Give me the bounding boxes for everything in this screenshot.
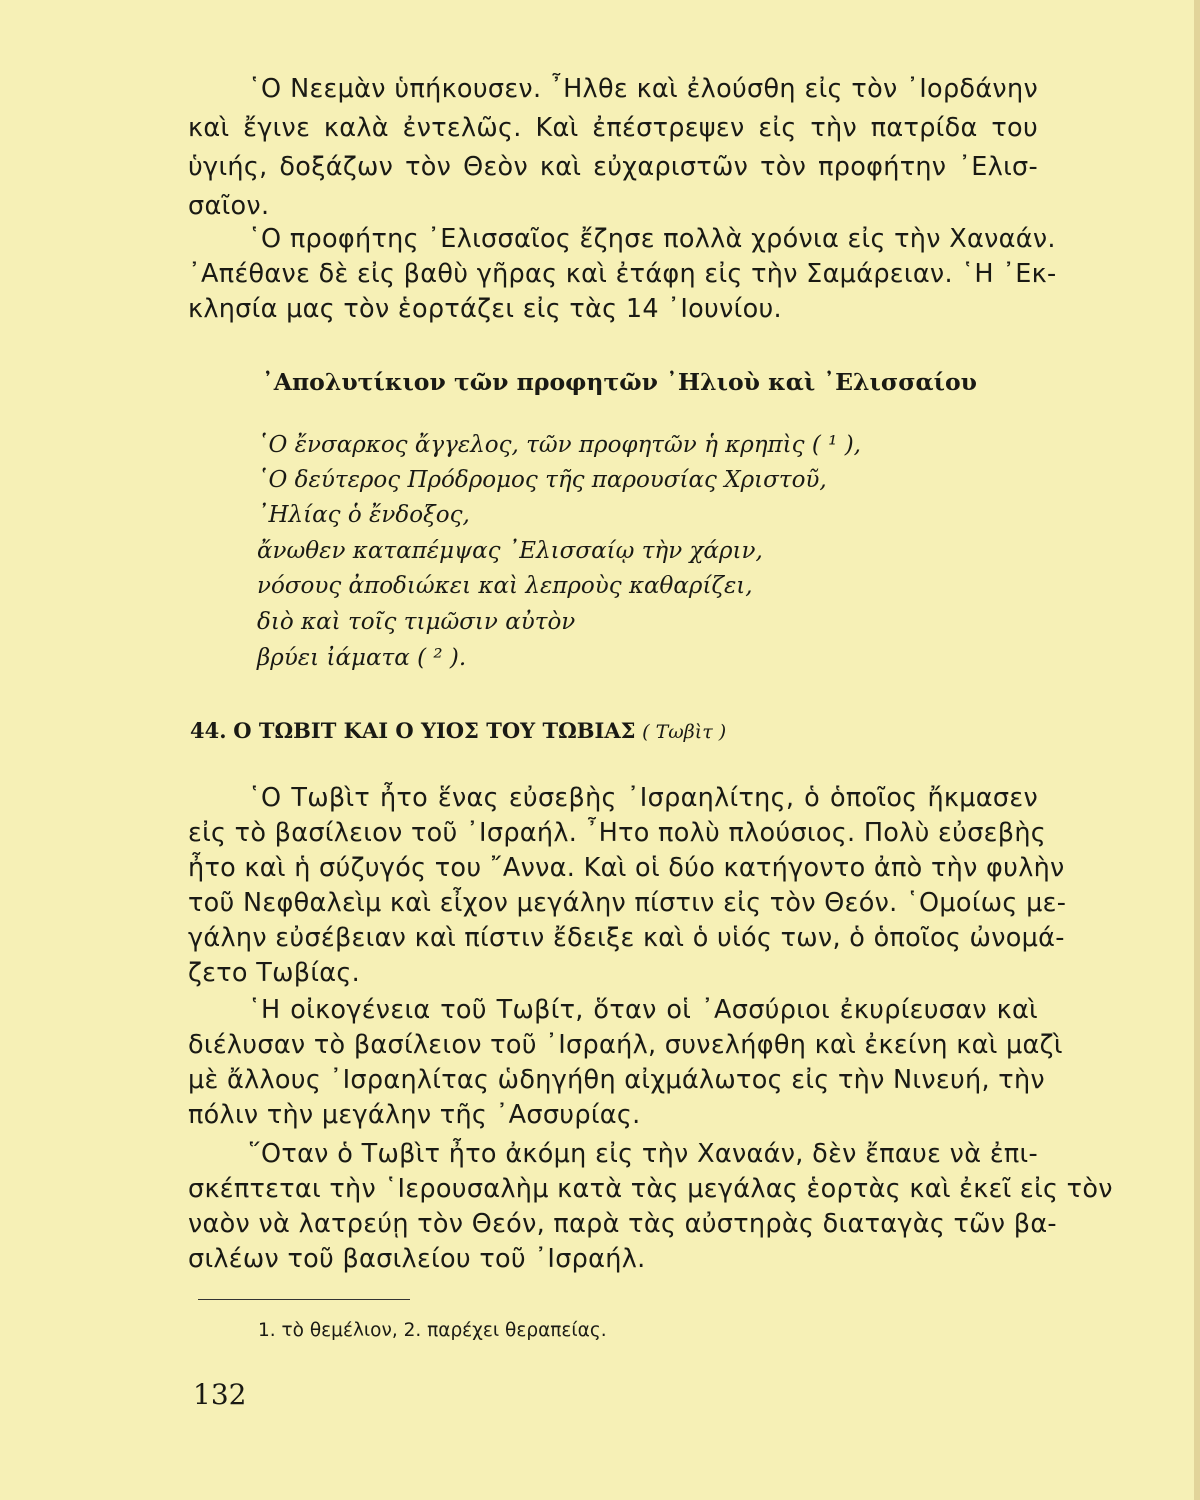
intro-line: ᾿Απέθανε δὲ εἰς βαθὺ γῆρας καὶ ἐτάφη εἰς τὴν Σαμάρειαν. ῾Η ᾿Εκ- [188, 259, 1057, 289]
intro-line: σαῖον. [188, 191, 270, 221]
body-line: ῾Ο Τωβὶτ ἦτο ἕνας εὐσεβὴς ᾿Ισραηλίτης, ὁ ὁποῖος ἤκμασεν [248, 783, 1038, 813]
hymn-verse: ἄνωθεν καταπέμψας ᾿Ελισσαίῳ τὴν χάριν, [257, 538, 763, 564]
intro-line: ῾Ο Νεεμὰν ὑπήκουσεν. ῏Ηλθε καὶ ἐλούσθη εἰς τὸν ᾿Ιορδάνην [248, 74, 1038, 104]
hymn-verse: διὸ καὶ τοῖς τιμῶσιν αὐτὸν [257, 609, 576, 635]
page-number: 132 [193, 1378, 247, 1411]
body-line: διέλυσαν τὸ βασίλειον τοῦ ᾿Ισραήλ, συνελήφθη καὶ ἐκείνη καὶ μαζὶ [188, 1030, 1063, 1060]
body-line: ζετο Τωβίας. [188, 958, 361, 988]
hymn-verse: ᾿Ηλίας ὁ ἔνδοξος, [257, 502, 470, 528]
body-line: σιλέων τοῦ βασιλείου τοῦ ᾿Ισραήλ. [188, 1244, 646, 1274]
body-line: ῾Η οἰκογένεια τοῦ Τωβίτ, ὅταν οἱ ᾿Ασσύριοι ἐκυρίευσαν καὶ [248, 995, 1038, 1025]
intro-line: ῾Ο προφήτης ᾿Ελισσαῖος ἔζησε πολλὰ χρόνια εἰς τὴν Χαναάν. [248, 224, 1056, 254]
intro-line: ὑγιής, δοξάζων τὸν Θεὸν καὶ εὐχαριστῶν τὸν προφήτην ᾿Ελισ- [188, 152, 1038, 182]
hymn-verse: ῾Ο δεύτερος Πρόδρομος τῆς παρουσίας Χριστοῦ, [257, 467, 827, 493]
body-line: εἰς τὸ βασίλειον τοῦ ᾿Ισραήλ. ῏Ητο πολὺ πλούσιος. Πολὺ εὐσεβὴς [188, 818, 1047, 848]
body-line: ἦτο καὶ ἡ σύζυγός του ῎Αννα. Καὶ οἱ δύο κατήγοντο ἀπὸ τὴν φυλὴν [188, 853, 1065, 883]
body-line: πόλιν τὴν μεγάλην τῆς ᾿Ασσυρίας. [188, 1100, 641, 1130]
section-number: 44. [190, 718, 227, 743]
hymn-verse: νόσους ἀποδιώκει καὶ λεπροὺς καθαρίζει, [257, 573, 753, 599]
intro-line: κλησία μας τὸν ἑορτάζει εἰς τὰς 14 ᾿Ιουνίου. [188, 294, 782, 324]
body-line: ῞Οταν ὁ Τωβὶτ ἦτο ἀκόμη εἰς τὴν Χαναάν, δὲν ἔπαυε νὰ ἐπι- [248, 1139, 1038, 1169]
intro-line: καὶ ἔγινε καλὰ ἐντελῶς. Καὶ ἐπέστρεψεν εἰς τὴν πατρίδα του [188, 113, 1038, 143]
body-line: ναὸν νὰ λατρεύῃ τὸν Θεόν, παρὰ τὰς αὐστηρὰς διαταγὰς τῶν βα- [188, 1209, 1057, 1239]
body-line: σκέπτεται τὴν ῾Ιερουσαλὴμ κατὰ τὰς μεγάλας ἑορτὰς καὶ ἐκεῖ εἰς τὸν [188, 1174, 1113, 1204]
hymn-title: ᾿Απολυτίκιον τῶν προφητῶν ᾿Ηλιοὺ καὶ ᾿Ελισσαίου [262, 368, 977, 396]
section-source: ( Τωβὶτ ) [642, 721, 727, 743]
hymn-verse: ῾Ο ἔνσαρκος ἄγγελος, τῶν προφητῶν ἡ κρηπὶς ( ¹ ), [257, 432, 861, 458]
body-line: μὲ ἄλλους ᾿Ισραηλίτας ὡδηγήθη αἰχμάλωτος εἰς τὴν Νινευή, τὴν [188, 1065, 1045, 1095]
body-line: τοῦ Νεφθαλεὶμ καὶ εἶχον μεγάλην πίστιν εἰς τὸν Θεόν. ῾Ομοίως με- [188, 888, 1067, 918]
section-heading [190, 718, 726, 743]
footnote: 1. τὸ θεμέλιον, 2. παρέχει θεραπείας. [258, 1320, 607, 1341]
section-title: Ο ΤΩΒΙΤ ΚΑΙ Ο ΥΙΟΣ ΤΟΥ ΤΩΒΙΑΣ [233, 718, 636, 743]
hymn-verse: βρύει ἰάματα ( ² ). [257, 645, 467, 671]
body-line: γάλην εὐσέβειαν καὶ πίστιν ἔδειξε καὶ ὁ υἱός των, ὁ ὁποῖος ὠνομά- [188, 923, 1065, 953]
footnote-rule [198, 1299, 410, 1300]
page-edge [1194, 0, 1200, 1500]
